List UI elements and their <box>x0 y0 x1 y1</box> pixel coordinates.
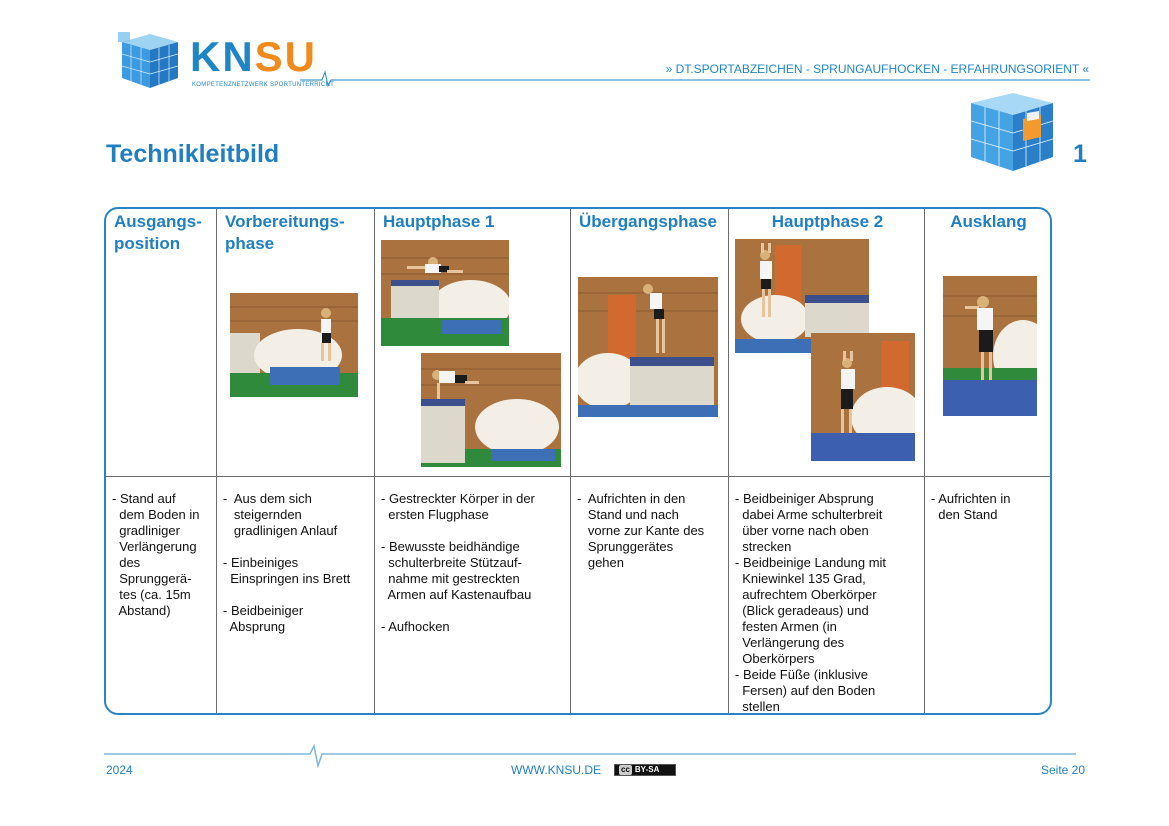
column-hauptphase-1 <box>374 209 570 713</box>
photo-run-up <box>230 293 358 397</box>
technique-table <box>104 207 1052 715</box>
section-number: 1 <box>1073 140 1087 168</box>
table-row-divider <box>106 476 1050 477</box>
column-description <box>577 491 724 587</box>
photo-standing-on-box <box>578 277 718 417</box>
footer-year: 2024 <box>106 763 133 777</box>
column-uebergangsphase <box>570 209 728 713</box>
photo-landing <box>811 333 915 461</box>
cc-license-badge <box>614 764 676 776</box>
description-item: - Aufhocken <box>381 619 450 634</box>
photo-support-phase <box>421 353 561 467</box>
description-item: - Beidbeinige Landung mit Kniewinkel 135 Grad, aufrechtem Oberkörper (Blick geradeaus) und festen Armen (in Verlängerung des Oberkörpers <box>735 555 887 666</box>
photo-flight-phase <box>381 240 509 346</box>
page-title: Technikleitbild <box>106 140 280 168</box>
column-heading: Übergangsphase <box>579 212 717 231</box>
column-heading: Hauptphase 1 <box>383 212 495 231</box>
column-description <box>931 491 1046 539</box>
description-item: - Gestreckter Körper in der ersten Flugphase <box>381 491 535 522</box>
column-ausgangsposition <box>106 209 216 713</box>
column-heading: Ausgangs- position <box>114 212 202 253</box>
column-description <box>112 491 212 635</box>
logo-su: SU <box>254 33 318 80</box>
description-item: - Einbeiniges Einspringen ins Brett <box>223 555 351 586</box>
description-item: - Aufrichten in den Stand <box>931 491 1011 522</box>
description-item: - Aufrichten in den Stand und nach vorne zur Kante des Sprunggerätes gehen <box>577 491 705 570</box>
column-description <box>223 491 370 651</box>
description-item: - Beide Füße (inklusive Fersen) auf den Boden stellen <box>735 667 876 714</box>
logo-subtitle: KOMPETENZNETZWERK SPORTUNTERRICHT <box>192 82 335 88</box>
column-heading: Ausklang <box>950 212 1027 231</box>
description-item: - Aus dem sich steigernden gradlinigen Anlauf <box>223 491 338 538</box>
logo-kn: KN <box>190 33 255 80</box>
photo-standing-up <box>943 276 1037 416</box>
column-description <box>735 491 920 715</box>
footer-page-number: Seite 20 <box>1041 763 1086 777</box>
knsu-logo-cube-icon <box>116 28 182 92</box>
footer-website-link[interactable]: WWW.KNSU.DE <box>511 763 601 777</box>
cc-icon: cc <box>621 765 630 774</box>
column-ausklang <box>924 209 1050 713</box>
description-item: - Stand auf dem Boden in gradliniger Verlängerung des Sprunggerä- tes (ca. 15m Abstand) <box>112 491 200 618</box>
description-item: - Beidbeiniger Absprung dabei Arme schulterbreit über vorne nach oben strecken <box>735 491 883 554</box>
column-vorbereitungsphase <box>216 209 374 713</box>
column-heading: Hauptphase 2 <box>771 212 884 231</box>
knsu-logo <box>190 33 318 80</box>
section-cube-icon <box>967 89 1055 173</box>
document-topic: » DT.SPORTABZEICHEN - SPRUNGAUFHOCKEN - ERFAHRUNGSORIENT « <box>665 62 1089 76</box>
column-hauptphase-2 <box>728 209 924 713</box>
column-description <box>381 491 566 651</box>
description-item: - Beidbeiniger Absprung <box>223 603 304 634</box>
column-heading: Vorbereitungs- phase <box>225 212 345 253</box>
license-label: BY-SA <box>634 765 660 774</box>
description-item: - Bewusste beidhändige schulterbreite Stützauf- nahme mit gestreckten Armen auf Kastenaufbau <box>381 539 532 602</box>
